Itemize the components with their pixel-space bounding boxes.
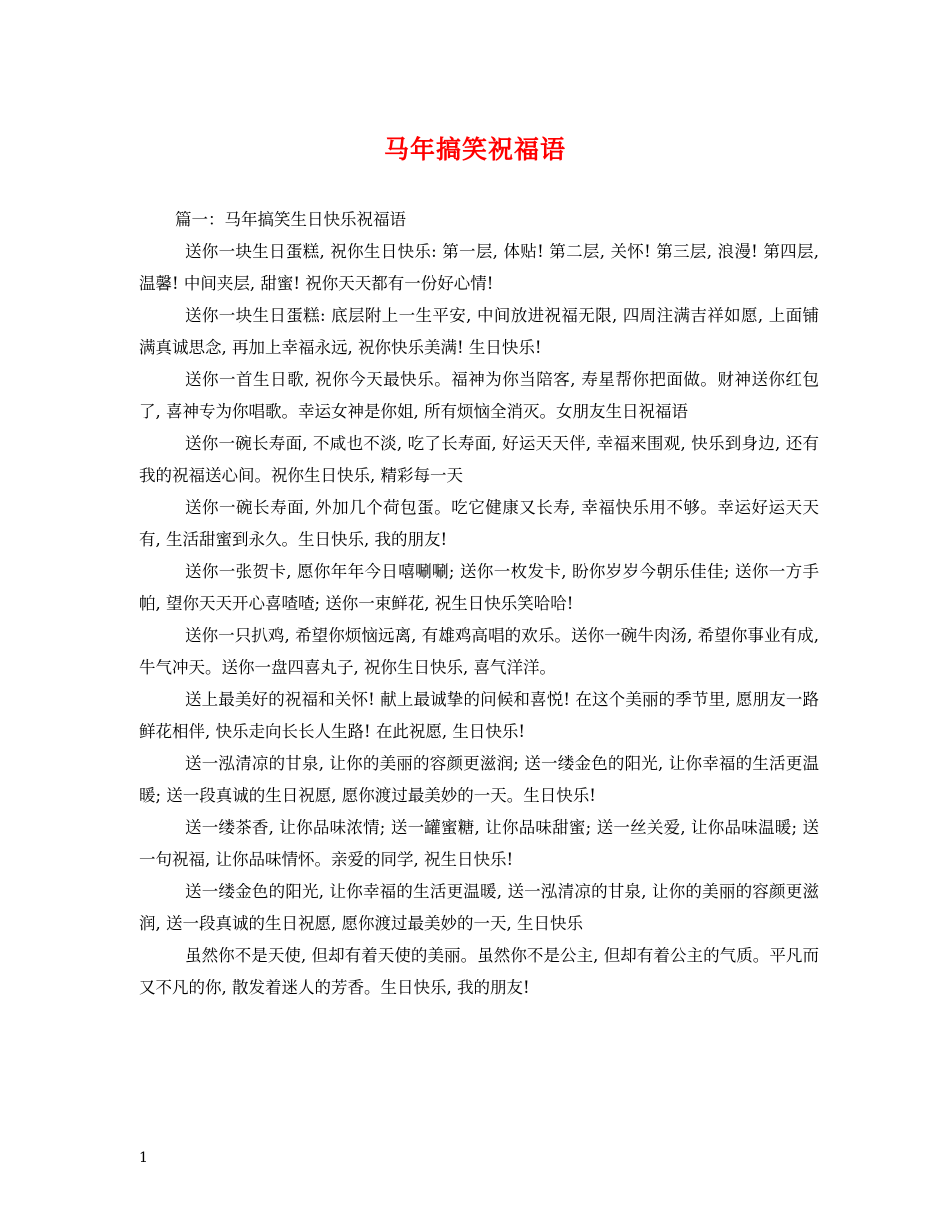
paragraph-9: 送一泓清凉的甘泉, 让你的美丽的容颜更滋润; 送一缕金色的阳光, 让你幸福的生活更温暖; 送一段真诚的生日祝愿, 愿你渡过最美妙的一天。生日快乐! — [139, 754, 819, 805]
paragraph-10: 送一缕茶香, 让你品味浓情; 送一罐蜜糖, 让你品味甜蜜; 送一丝关爱, 让你品味温暖; 送一句祝福, 让你品味情怀。亲爱的同学, 祝生日快乐! — [139, 818, 819, 869]
document-title: 马年搞笑祝福语 — [383, 135, 566, 164]
paragraph-4: 送你一碗长寿面, 不咸也不淡, 吃了长寿面, 好运天天伴, 幸福来围观, 快乐到身边, 还有我的祝福送心间。祝你生日快乐, 精彩每一天 — [139, 434, 819, 485]
paragraph-8: 送上最美好的祝福和关怀! 献上最诚挚的问候和喜悦! 在这个美丽的季节里, 愿朋友一路鲜花相伴, 快乐走向长长人生路! 在此祝愿, 生日快乐! — [139, 690, 819, 741]
paragraph-3: 送你一首生日歌, 祝你今天最快乐。福神为你当陪客, 寿星帮你把面做。财神送你红包了, 喜神专为你唱歌。幸运女神是你姐, 所有烦恼全消灭。女朋友生日祝福语 — [139, 370, 819, 421]
paragraph-5: 送你一碗长寿面, 外加几个荷包蛋。吃它健康又长寿, 幸福快乐用不够。幸运好运天天有, 生活甜蜜到永久。生日快乐, 我的朋友! — [139, 498, 819, 549]
paragraph-6: 送你一张贺卡, 愿你年年今日嘻唰唰; 送你一枚发卡, 盼你岁岁今朝乐佳佳; 送你一方手帕, 望你天天开心喜喳喳; 送你一束鲜花, 祝生日快乐笑哈哈! — [139, 562, 819, 613]
paragraph-12: 虽然你不是天使, 但却有着天使的美丽。虽然你不是公主, 但却有着公主的气质。平凡而又不凡的你, 散发着迷人的芳香。生日快乐, 我的朋友! — [139, 946, 819, 997]
document-body — [139, 204, 819, 1004]
paragraph-7: 送你一只扒鸡, 希望你烦恼远离, 有雄鸡高唱的欢乐。送你一碗牛肉汤, 希望你事业有成, 牛气冲天。送你一盘四喜丸子, 祝你生日快乐, 喜气洋洋。 — [139, 626, 819, 677]
page-number: 1 — [139, 1150, 148, 1166]
section-heading: 篇一：马年搞笑生日快乐祝福语 — [175, 210, 406, 229]
paragraph-1: 送你一块生日蛋糕, 祝你生日快乐: 第一层, 体贴! 第二层, 关怀! 第三层, 浪漫! 第四层, 温馨! 中间夹层, 甜蜜! 祝你天天都有一份好心情! — [139, 242, 819, 293]
paragraph-11: 送一缕金色的阳光, 让你幸福的生活更温暖, 送一泓清凉的甘泉, 让你的美丽的容颜更滋润, 送一段真诚的生日祝愿, 愿你渡过最美妙的一天, 生日快乐 — [139, 882, 819, 933]
paragraph-2: 送你一块生日蛋糕: 底层附上一生平安, 中间放进祝福无限, 四周注满吉祥如愿, 上面铺满真诚思念, 再加上幸福永远, 祝你快乐美满! 生日快乐! — [139, 306, 819, 357]
